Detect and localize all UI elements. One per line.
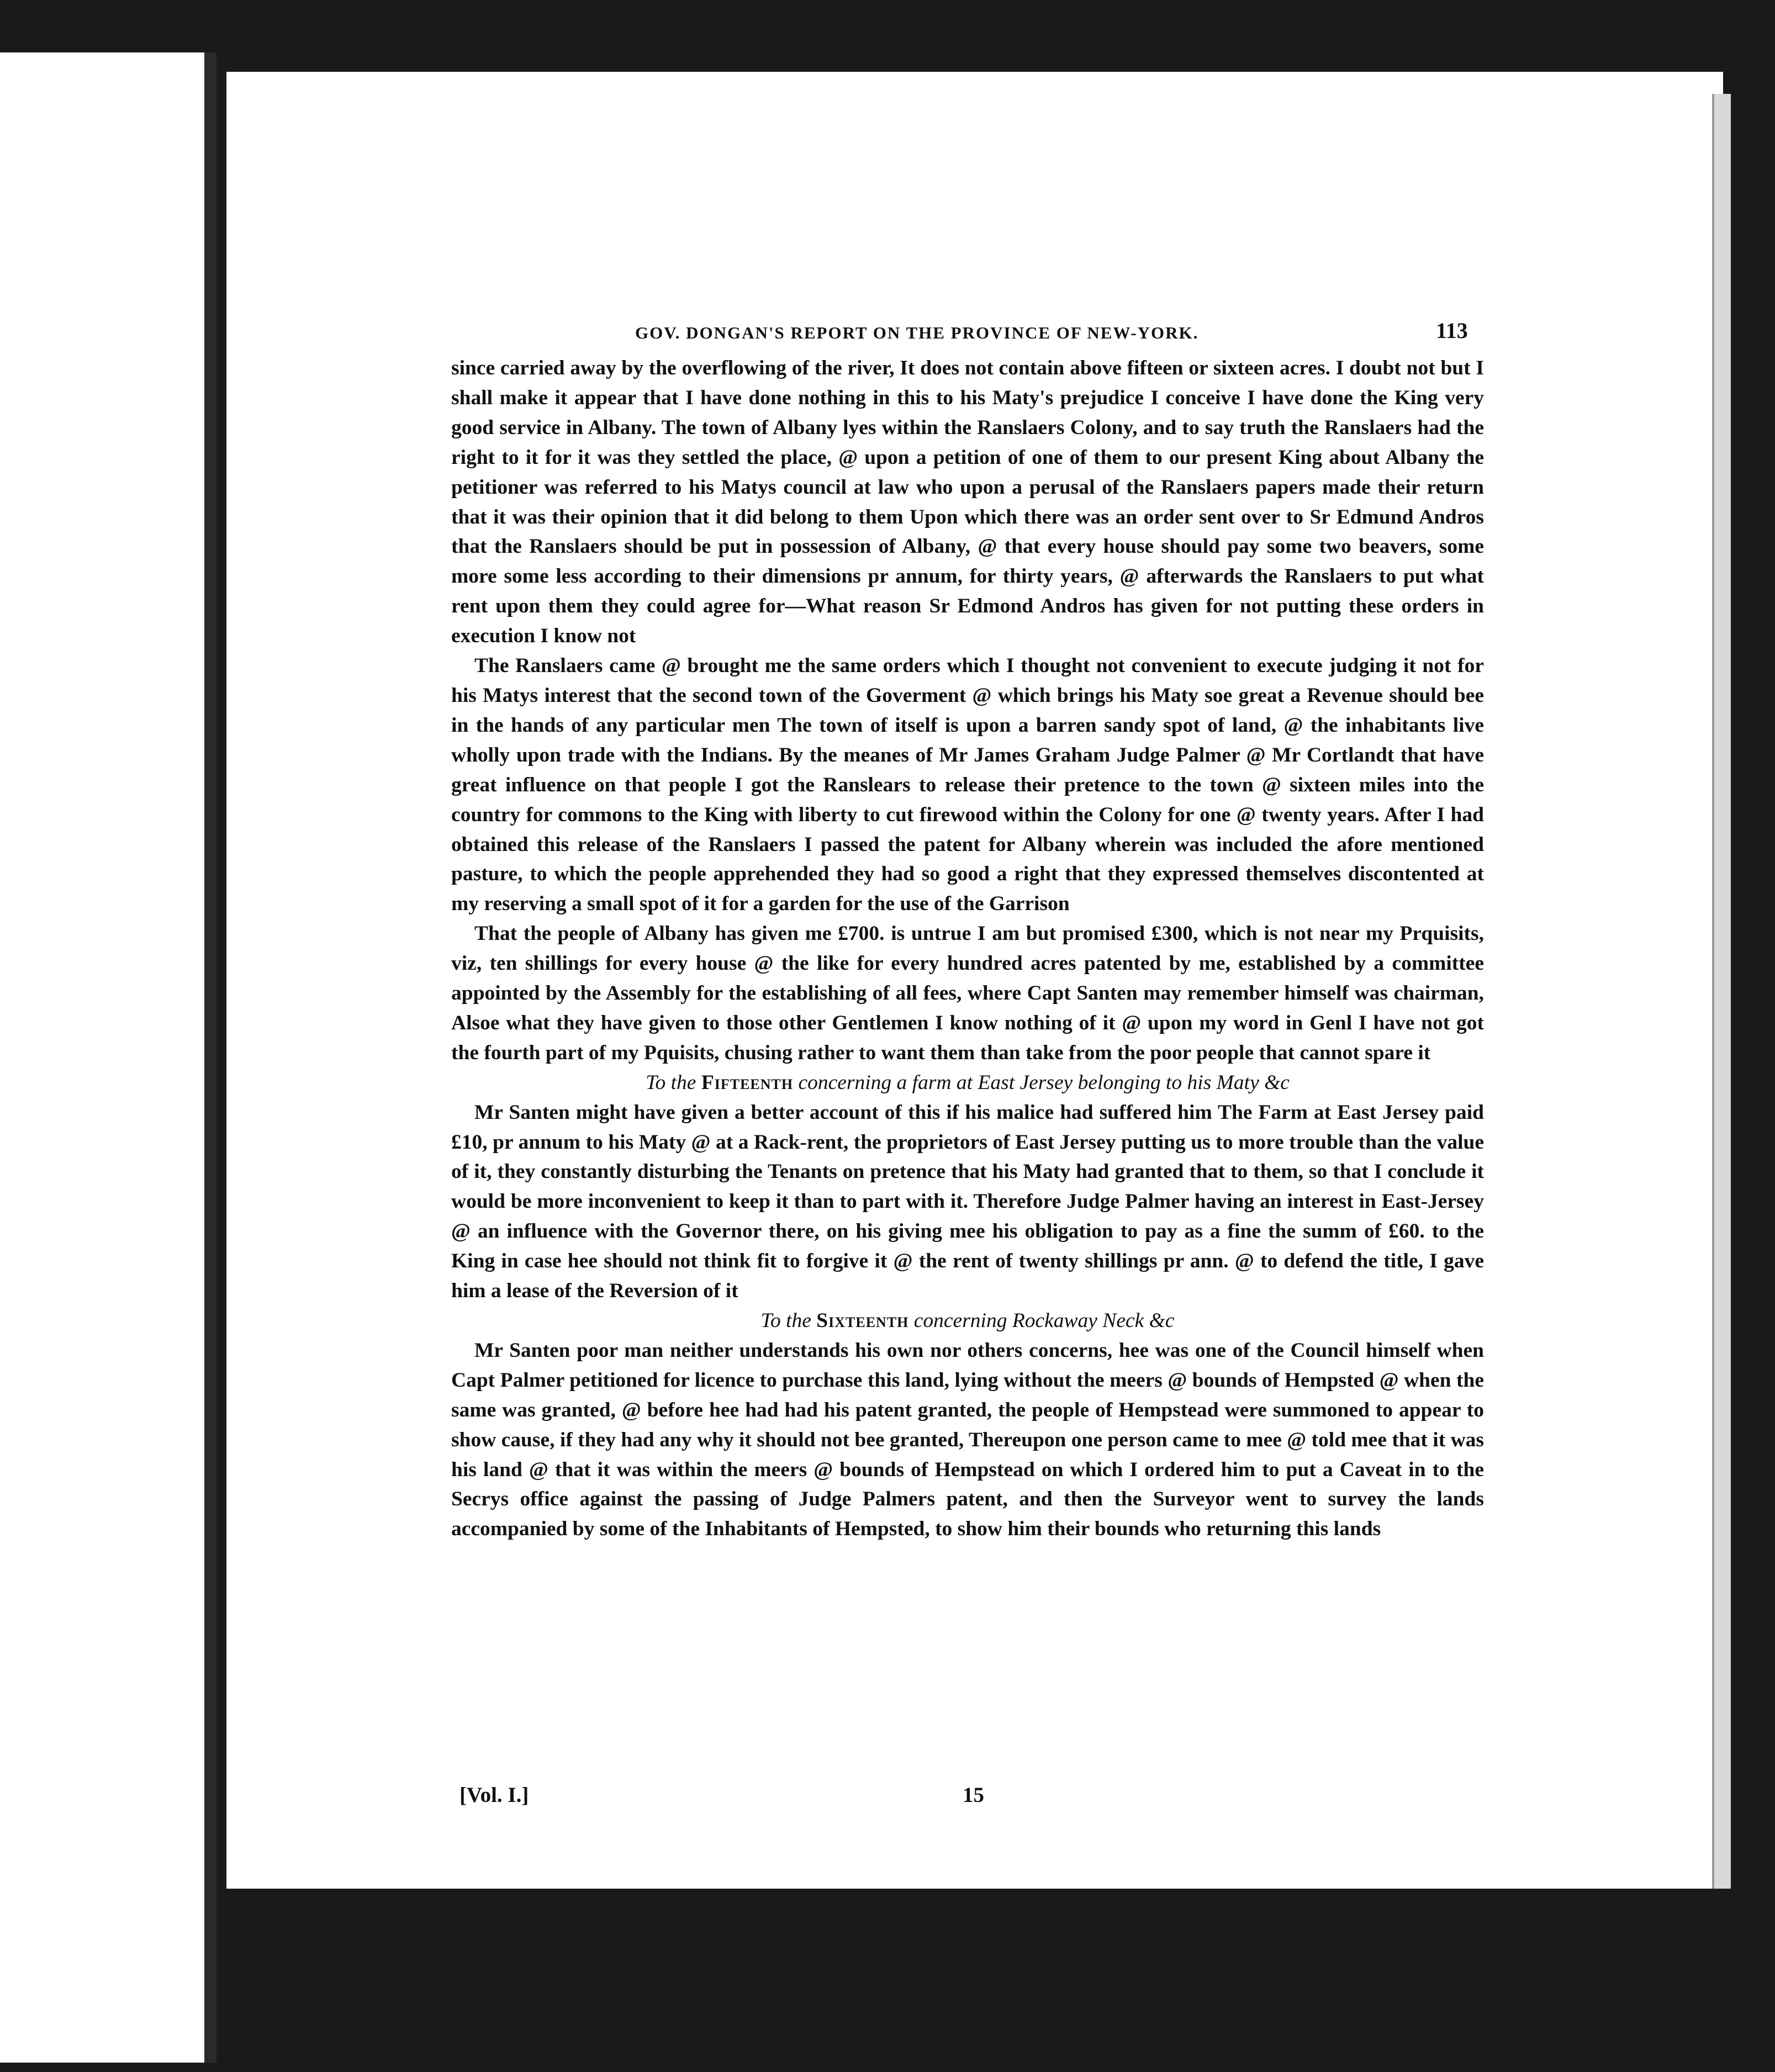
paragraph: The Ranslaers came @ brought me the same orders which I thought not convenient to execute judging it not for his Matys interest that the second town of the Goverment @ which brings his Maty soe great a Revenue should bee in the hands of any particular men The town of itself is upon a barren sandy spot of land, @ the inhabitants live wholly upon trade with the Indians. By the meanes of Mr James Graham Judge Palmer @ Mr Cortlandt that have great influence on that people I got the Ranslears to release their pretence to the town @ sixteen miles into the country for commons to the King with liberty to cut firewood within the Colony for one @ twenty years. After I had obtained this release of the Ranslaers I passed the patent for Albany wherein was included the afore mentioned pasture, to which the people apprehended they had so good a right that they expressed themselves discontented at my reserving a small spot of it for a garden for the use of the Garrison (451, 654, 1484, 916)
paragraph: That the people of Albany has given me £700. is untrue I am but promised £300, which is not near my Prquisits, viz, ten shillings for every house @ the like for every hundred acres patented by me, established by a committee appointed by the Assembly for the establishing of all fees, where Capt Santen may remember himself was chairman, Alsoe what they have given to those other Gentlemen I know nothing of it @ upon my word in Genl I have not got the fourth part of my Pquisits, chusing rather to want them than take from the poor people that cannot spare it (451, 922, 1484, 1064)
paragraph: Mr Santen might have given a better account of this if his malice had suffered him The Farm at East Jersey paid £10, pr annum to his Maty @ at a Rack-rent, the proprietors of East Jersey putting us to more trouble than the value of it, they constantly disturbing the Tenants on pretence that his Maty had granted that to them, so that I conclude it would be more inconvenient to keep it than to part with it. Therefore Judge Palmer having an interest in East-Jersey @ an influence with the Governor there, on his giving mee his obligation to pay as a fine the summ of £60. to the King in case hee should not think fit to forgive it @ the rent of twenty shillings pr ann. @ to defend the title, I gave him a lease of the Reversion of it (451, 1101, 1484, 1303)
running-header: GOV. DONGAN'S REPORT ON THE PROVINCE OF NEW-YORK. (635, 323, 1199, 342)
heading-suffix: concerning a farm at East Jersey belonging to his Maty &c (793, 1071, 1290, 1094)
heading-ordinal: Fifteenth (701, 1071, 794, 1094)
heading-prefix: To the (646, 1071, 701, 1094)
heading-ordinal: Sixteenth (816, 1309, 909, 1332)
paragraph: since carried away by the overflowing of the river, It does not contain above fifteen or sixteen acres. I doubt not but I shall make it appear that I have done nothing in this to his Maty's prejudice I conceive I have done the King very good service in Albany. The town of Albany lyes within the Ranslaers Colony, and to say truth the Ranslaers had the right to it for it was they settled the place, @ upon a petition of one of them to our present King about Albany the petitioner was referred to his Matys council at law who upon a perusal of the Ranslaers papers made their return that it was their opinion that it did belong to them Upon which there was an order sent over to Sr Edmund Andros that the Ranslaers should be put in possession of Albany, @ that every house should pay some two beavers, some more some less according to their dimensions pr annum, for thirty years, @ afterwards the Ranslaers to put what rent upon them they could agree for—What reason Sr Edmond Andros has given for not putting these orders in execution I know not (451, 357, 1484, 648)
heading-suffix: concerning Rockaway Neck &c (908, 1309, 1175, 1332)
signature-mark: 15 (963, 1783, 984, 1807)
page-edge (1712, 94, 1731, 1889)
heading-prefix: To the (760, 1309, 817, 1332)
body-text (451, 353, 1484, 1544)
paragraph: Mr Santen poor man neither understands his own nor others concerns, hee was one of the Council himself when Capt Palmer petitioned for licence to purchase this land, lying without the meers @ bounds of Hempsted @ when the same was granted, @ before hee had had his patent granted, the people of Hempstead were summoned to appear to show cause, if they had any why it should not bee granted, Thereupon one person came to mee @ told mee that it was his land @ that it was within the meers @ bounds of Hempstead on which I ordered him to put a Caveat in to the Secrys office against the passing of Judge Palmers patent, and then the Surveyor went to survey the lands accompanied by some of the Inhabitants of Hempsted, to show him their bounds who returning this lands (451, 1339, 1484, 1541)
section-heading-sixteenth (451, 1306, 1484, 1336)
section-heading-fifteenth (451, 1068, 1484, 1098)
facing-page (0, 52, 213, 2063)
volume-marker: [Vol. I.] (459, 1783, 529, 1807)
page-number: 113 (1436, 318, 1468, 343)
book-gutter (204, 52, 216, 2063)
